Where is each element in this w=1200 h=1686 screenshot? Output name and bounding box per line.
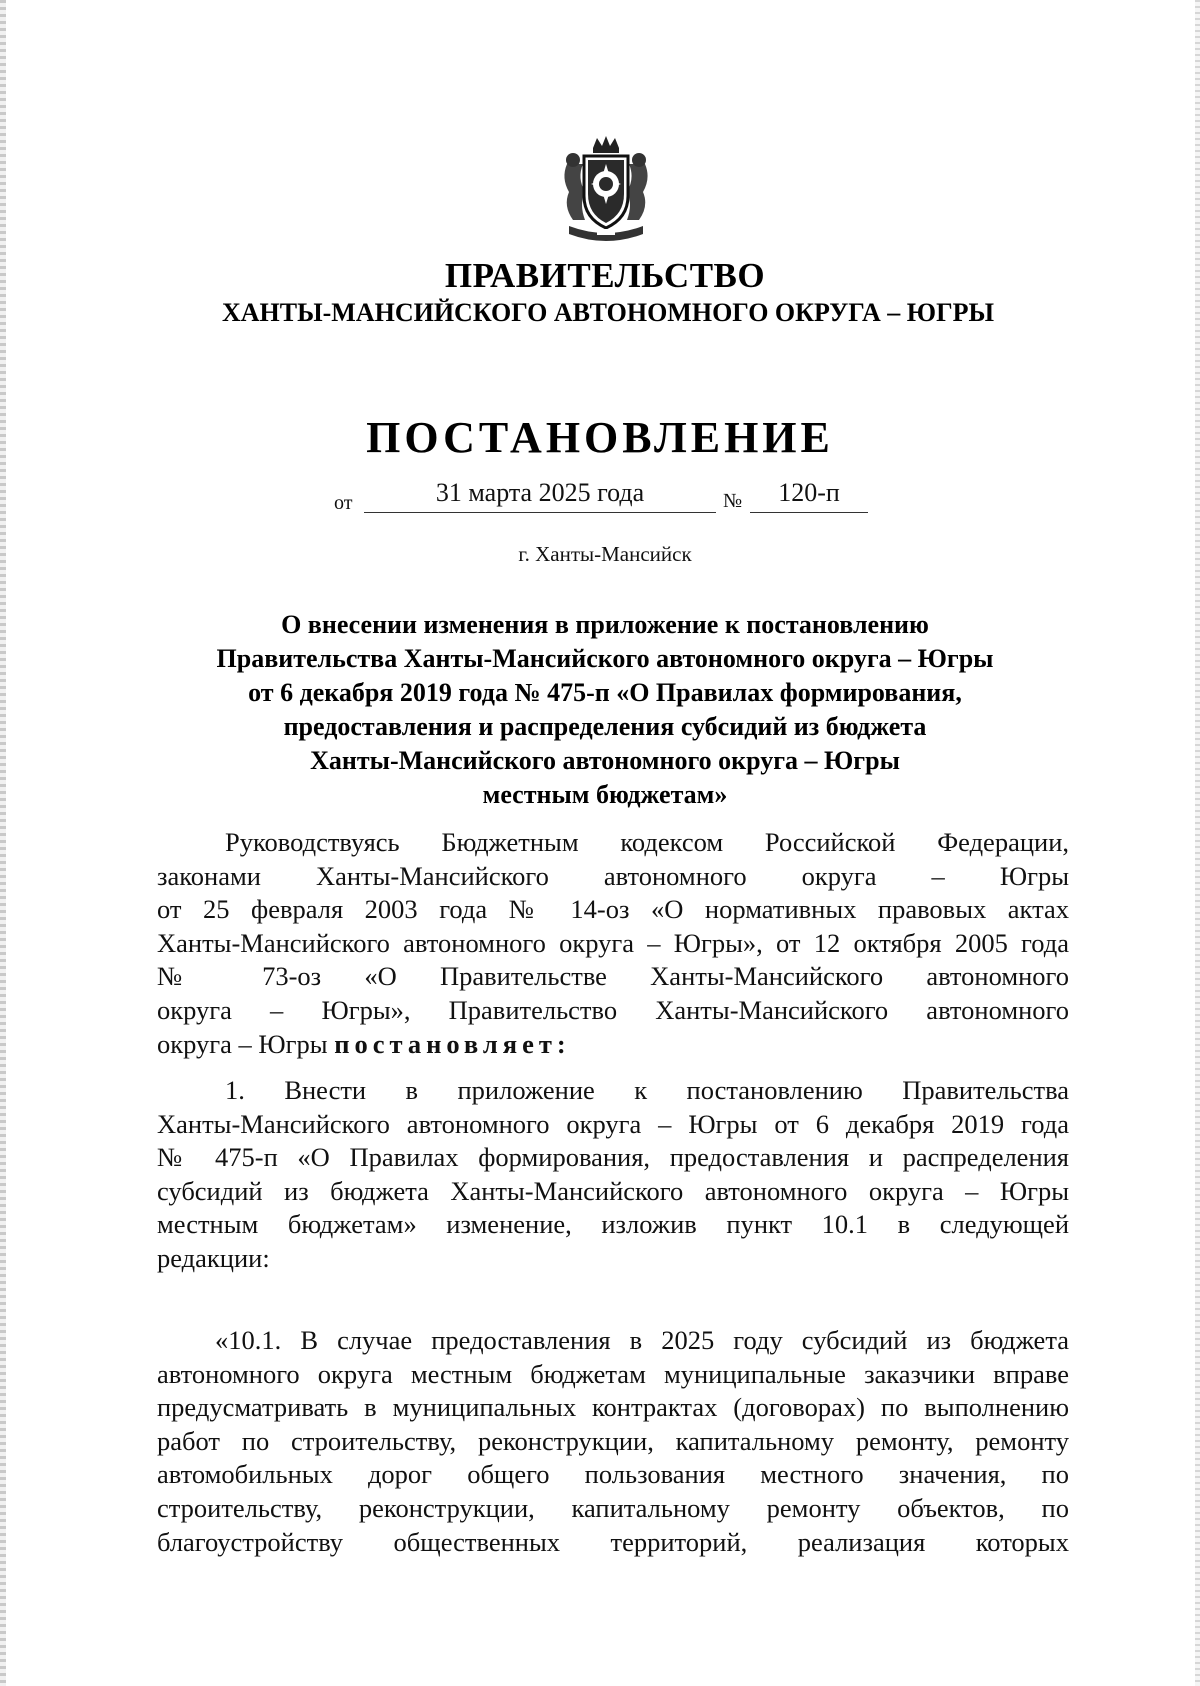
text-line: № 73-оз «О Правительстве Ханты-Мансийского автономного [157,961,1069,992]
preamble-paragraph [157,826,1069,1061]
document-title [150,608,1060,812]
text-line: законами Ханты-Мансийского автономного округа – Югры [157,860,1069,891]
number-underline [750,512,868,513]
text-line: предусматривать в муниципальных контрактах (договорах) по выполнению [157,1392,1069,1423]
resolves-word: постановляет: [334,1028,571,1059]
scan-right-edge [1195,0,1200,1686]
title-line: Ханты-Мансийского автономного округа – Югры [310,746,900,775]
text-line: от 25 февраля 2003 года № 14-оз «О нормативных правовых актах [157,894,1069,925]
date-number-row [0,478,1200,522]
text-line: редакции: [157,1242,270,1273]
text-line: автомобильных дорог общего пользования местного значения, по [157,1459,1069,1490]
text-line: благоустройству общественных территорий, реализация которых [157,1526,1069,1557]
text-line: местным бюджетам» изменение, изложив пункт 10.1 в следующей [157,1209,1069,1240]
item-1-paragraph [157,1074,1069,1276]
item-1-quoted-text [157,1324,1069,1559]
text-line: субсидий из бюджета Ханты-Мансийского автономного округа – Югры [157,1175,1069,1206]
title-line: от 6 декабря 2019 года № 475-п «О Правилах формирования, [248,678,962,707]
coat-of-arms-emblem [557,134,655,246]
scan-left-edge [0,0,6,1686]
title-line: местным бюджетам» [482,780,728,809]
document-number: 120-п [778,478,840,507]
text-line: Руководствуясь Бюджетным кодексом Российской Федерации, [225,827,1069,857]
text-line: строительству, реконструкции, капитальному ремонту объектов, по [157,1492,1069,1523]
city: г. Ханты-Мансийск [518,542,692,566]
text-line: 1. Внести в приложение к постановлению Правительства [225,1075,1069,1105]
text-line: «10.1. В случае предоставления в 2025 году субсидий из бюджета [215,1325,1069,1355]
document-type: ПОСТАНОВЛЕНИЕ [366,413,834,462]
number-prefix: № [723,490,743,512]
title-line: Правительства Ханты-Мансийского автономного округа – Югры [216,644,994,673]
date-prefix: от [334,492,353,514]
text-line: работ по строительству, реконструкции, капитальному ремонту, ремонту [157,1425,1069,1456]
document-date: 31 марта 2025 года [435,478,645,507]
text-line: Ханты-Мансийского автономного округа – Югры», от 12 октября 2005 года [157,927,1069,958]
title-line: О внесении изменения в приложение к постановлению [281,610,929,639]
text-line [157,1028,1069,1062]
date-underline [364,512,716,513]
government-name: ПРАВИТЕЛЬСТВО [444,256,766,295]
last-line-start: округа – Югры [157,1028,328,1059]
text-line: Ханты-Мансийского автономного округа – Югры от 6 декабря 2019 года [157,1108,1069,1139]
text-line: округа – Югры», Правительство Ханты-Мансийского автономного [157,994,1069,1025]
text-line: автономного округа местным бюджетам муниципальные заказчики вправе [157,1358,1069,1389]
text-line: № 475-п «О Правилах формирования, предоставления и распределения [157,1142,1069,1173]
government-region: ХАНТЫ-МАНСИЙСКОГО АВТОНОМНОГО ОКРУГА – ЮГРЫ [221,298,995,327]
title-line: предоставления и распределения субсидий из бюджета [283,712,927,741]
